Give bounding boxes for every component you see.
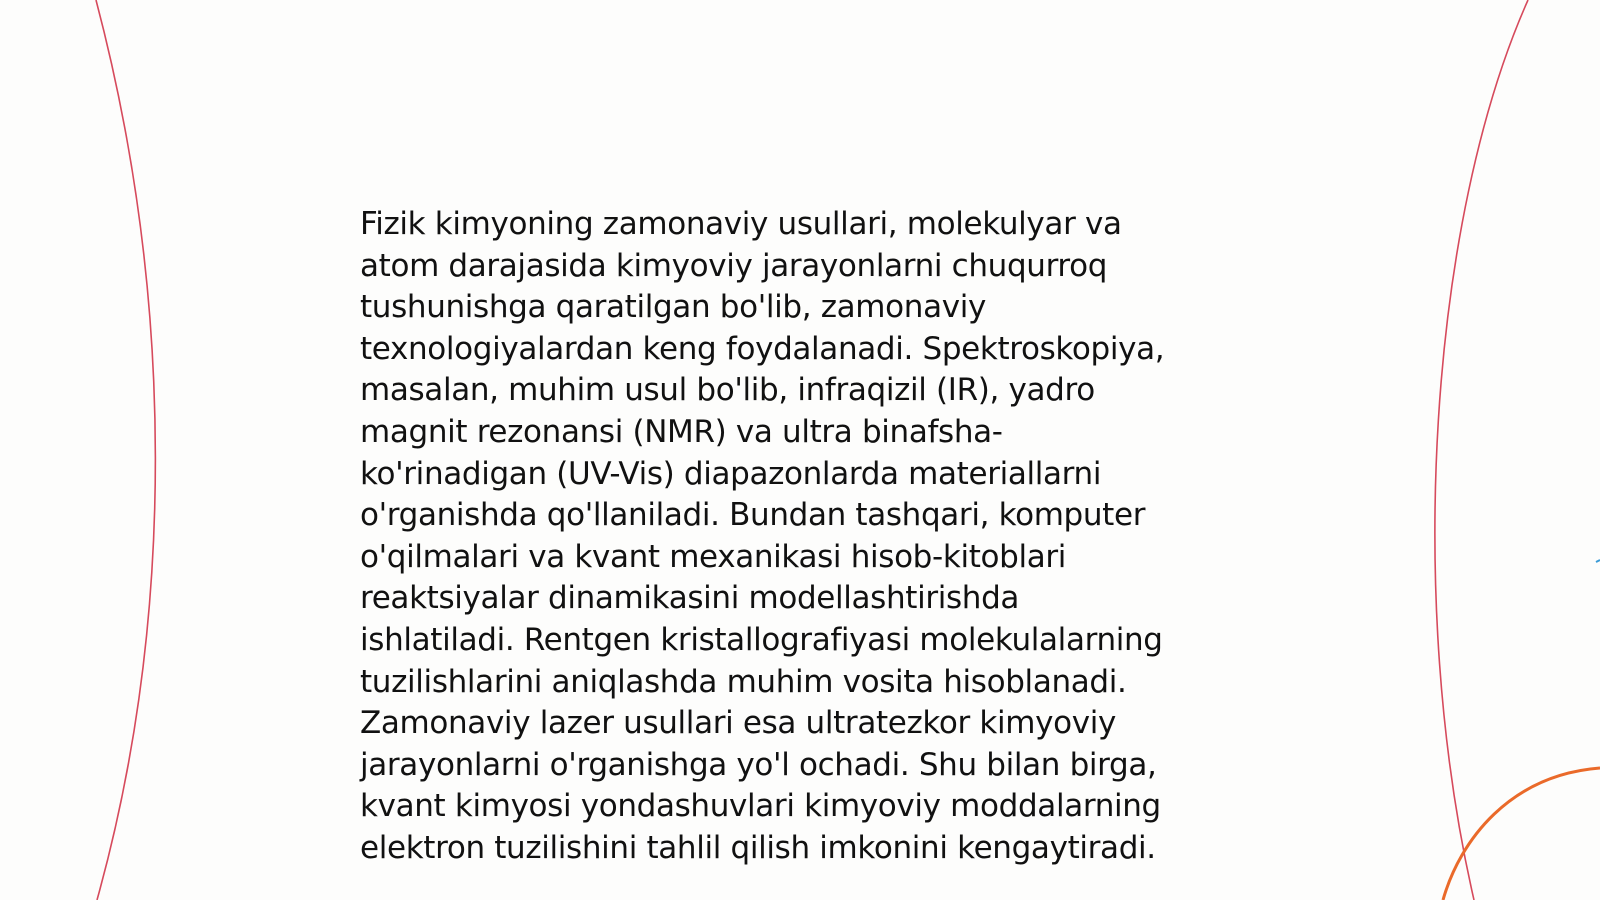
body-paragraph: Fizik kimyoning zamonaviy usullari, molekulyar va atom darajasida kimyoviy jarayonlarni chuqurroq tushunishga qaratilgan bo'lib, zamonaviy texnologiyalardan keng foydalanadi. Spektroskopiya, masalan, muhim usul bo'lib, infraqizil (IR), yadro magnit rezonansi (NMR) va ultra binafsha- ko'rinadigan (UV-Vis) diapazonlarda materiallarni o'rganishda qo'llaniladi. Bundan tashqari, komputer o'qilmalari va kvant mexanikasi hisob-kitoblari reaktsiyalar dinamikasini modellashtirishda ishlatiladi. Rentgen kristallografiyasi molekulalarning tuzilishlarini aniqlashda muhim vosita hisoblanadi. Zamonaviy lazer usullari esa ultratezkor kimyoviy jarayonlarni o'rganishga yo'l ochadi. Shu bilan birga, kvant kimyosi yondashuvlari kimyoviy moddalarning elektron tuzilishini tahlil qilish imkonini kengaytiradi. bbox=[360, 206, 1165, 866]
right-curve-line bbox=[1435, 0, 1528, 900]
left-curve-line bbox=[96, 0, 155, 900]
orange-arc bbox=[1443, 768, 1600, 900]
blue-accent-mark bbox=[1596, 560, 1600, 562]
